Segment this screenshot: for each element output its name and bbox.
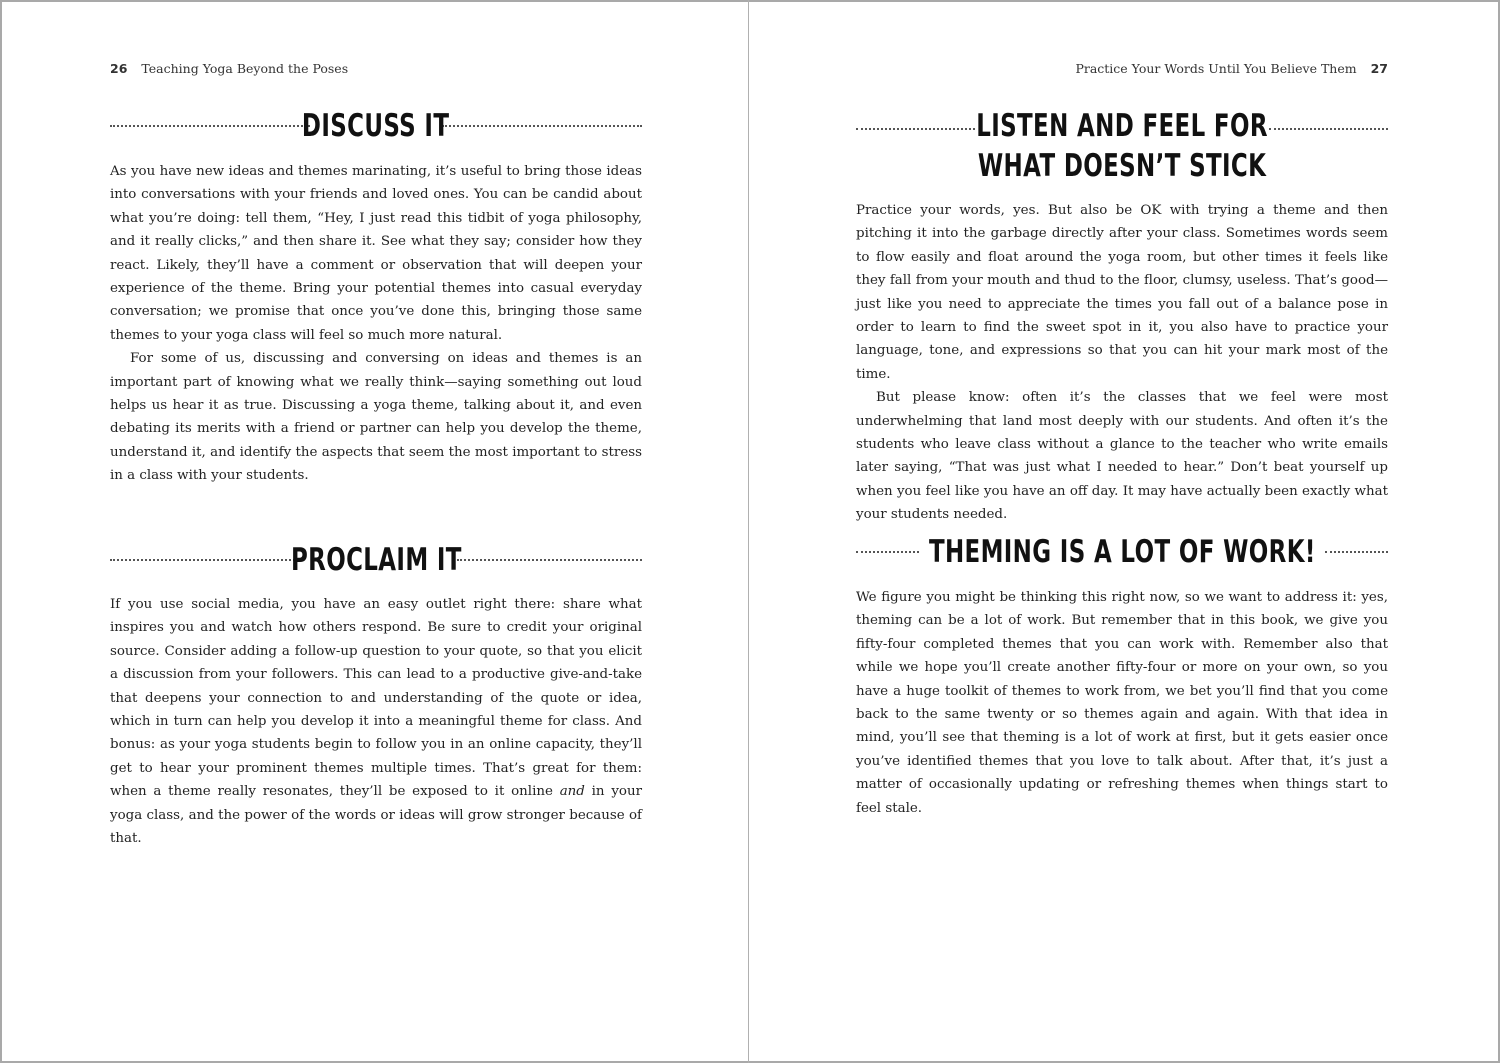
paragraph: We figure you might be thinking this right now, so we want to address it: yes, theming can be a lot of work. But remember that in this book, we give you fifty-four completed themes that you can work with. Remember also that while we hope you’ll create another fifty-four or more on your own, so you have a huge toolkit of themes to work from, we bet you’ll find that you come back to the same twenty or so themes again and again. With that idea in mind, you’ll see that theming is a lot of work at first, but it gets easier once you’ve identified themes that you love to talk about. After that, it’s just a matter of occasionally updating or refreshing themes when things start to feel stale. <box>856 590 1388 816</box>
right-running-title: Practice Your Words Until You Believe Them <box>1075 61 1357 76</box>
left-running-head <box>110 61 642 76</box>
paragraph: But please know: often it’s the classes that we feel were most underwhelming that land most deeply with our students. And often it’s the students who leave class without a glance to the teacher who write emails later saying, “That was just what I needed to hear.” Don’t beat yourself up when you feel like you have an off day. It may have actually been exactly what your students needed. <box>856 390 1388 523</box>
theming-body <box>856 586 1388 820</box>
paragraph-text: If you use social media, you have an easy outlet right there: share what inspires you and watch how others respond. Be sure to credit your original source. Consider adding a follow-up question to your quote, so that you elicit a discussion from your followers. This can lead to a productive give-and-take that deepens your connection to and understanding of the quote or idea, which in turn can help you develop it into a meaningful theme for class. And bonus: as your yoga students begin to follow you in an online capacity, they’ll get to hear your prominent themes multiple times. That’s great for them: when a theme really resonates, they’ll be exposed to it online <box>110 597 642 800</box>
heading-rule-right <box>1269 128 1388 130</box>
paragraph-text: in your yoga class, and the power of the words or ideas will grow stronger because of that. <box>110 784 642 847</box>
heading-rule-left <box>856 551 919 553</box>
book-spine <box>748 0 749 1063</box>
paragraph: For some of us, discussing and conversing on ideas and themes is an important part of knowing what we really think—saying something out loud helps us hear it as true. Discussing a yoga theme, talking about it, and even debating its merits with a friend or partner can help you develop the theme, understand it, and identify the aspects that seem the most important to stress in a class with your students. <box>110 351 642 484</box>
discuss-it-heading-row <box>110 106 642 146</box>
paragraph: Practice your words, yes. But also be OK with trying a theme and then pitching it into the garbage directly after your class. Sometimes words seem to flow easily and float around the yoga room, but other times it feels like they fall from your mouth and thud to the floor, clumsy, useless. That’s good—just like you need to appreciate the times you fall out of a balance pose in order to learn to find the sweet spot in it, you also have to practice your language, tone, and expressions so that you can hit your mark most of the time. <box>856 203 1388 382</box>
discuss-it-body <box>110 160 642 488</box>
theming-heading-row <box>856 532 1388 572</box>
heading-line: WHAT DOESN’T STICK <box>977 148 1267 184</box>
section-heading-theming: THEMING IS A LOT OF WORK! <box>928 534 1316 570</box>
section-heading-listen <box>976 106 1268 186</box>
paragraph: As you have new ideas and themes marinating, it’s useful to bring those ideas into conversations with your friends and loved ones. You can be candid about what you’re doing: tell them, “Hey, I just read this tidbit of yoga philosophy, and it really clicks,” and then share it. See what they say; consider how they react. Likely, they’ll have a comment or observation that will deepen your experience of the theme. Bring your potential themes into casual everyday conversation; we promise that once you’ve done this, bringing those same themes to your yoga class will feel so much more natural. <box>110 164 642 343</box>
right-page-number: 27 <box>1370 61 1388 76</box>
right-running-head <box>856 61 1388 76</box>
emphasis-text: and <box>559 784 585 800</box>
left-running-title: Teaching Yoga Beyond the Poses <box>141 61 349 76</box>
left-page-number: 26 <box>110 61 128 76</box>
heading-rule-right <box>457 559 642 561</box>
heading-rule-right <box>1325 551 1388 553</box>
paragraph <box>110 593 642 850</box>
section-heading-proclaim-it: PROCLAIM IT <box>290 542 462 578</box>
heading-line: LISTEN AND FEEL FOR <box>976 108 1268 144</box>
proclaim-it-heading-row <box>110 540 642 580</box>
listen-body <box>856 199 1388 527</box>
section-heading-discuss-it: DISCUSS IT <box>302 108 450 144</box>
listen-heading-row <box>856 106 1388 186</box>
heading-rule-left <box>110 559 295 561</box>
proclaim-it-body <box>110 593 642 850</box>
right-page <box>856 0 1388 1063</box>
heading-rule-left <box>110 125 310 127</box>
heading-rule-left <box>856 128 975 130</box>
left-page <box>110 0 642 1063</box>
heading-rule-right <box>442 125 642 127</box>
